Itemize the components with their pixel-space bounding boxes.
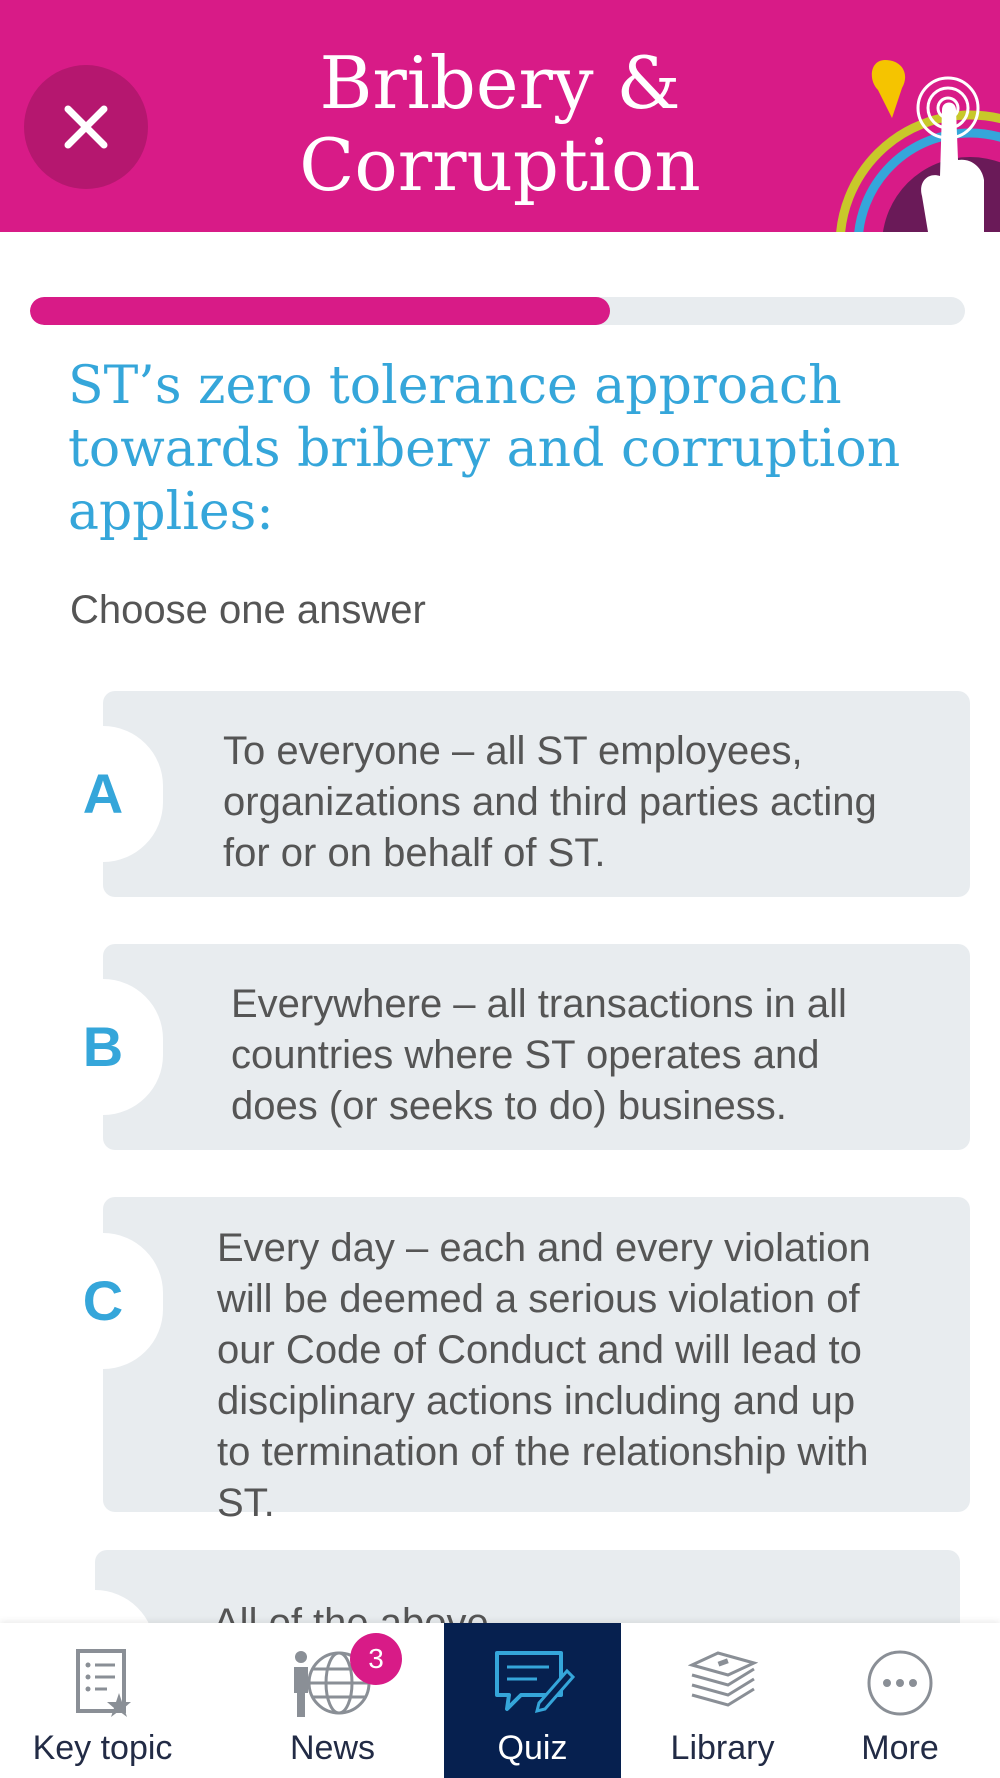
tab-label: News — [289, 1729, 376, 1767]
quiz-progress-bar — [30, 297, 965, 325]
question-text: ST’s zero tolerance approach towards bribery and corruption applies: — [68, 356, 901, 542]
tab-key-topic[interactable] — [0, 1623, 205, 1778]
bottom-tab-bar — [0, 1623, 1000, 1778]
answer-letter: B — [82, 1015, 124, 1078]
answer-text: Every day – each and every violation will be deemed a serious violation of our Code of Conduct and will lead to disciplinary actions including and up to termination of the relationship with ST. — [217, 1226, 871, 1525]
more-icon — [865, 1643, 935, 1723]
news-count-badge: 3 — [350, 1633, 402, 1685]
tab-label: Quiz — [497, 1729, 568, 1767]
instruction-text: Choose one answer — [70, 588, 426, 632]
books-icon — [688, 1643, 758, 1723]
answer-option-c[interactable] — [82, 1197, 970, 1525]
tab-label: Library — [670, 1729, 775, 1767]
answer-option-a[interactable] — [82, 691, 970, 897]
answer-text: Everywhere – all transactions in all countries where ST operates and does (or seeks to do) business. — [231, 982, 847, 1128]
answer-letter: A — [82, 762, 124, 825]
close-icon — [62, 103, 110, 151]
header-bar — [0, 0, 1000, 232]
tab-more[interactable] — [840, 1623, 960, 1778]
page-title — [200, 42, 800, 206]
document-star-icon — [73, 1643, 133, 1723]
close-button[interactable] — [24, 65, 148, 189]
tab-label: More — [861, 1729, 939, 1767]
tab-quiz[interactable] — [444, 1623, 621, 1778]
page-title-line1: Bribery & — [319, 41, 681, 125]
chat-pencil-icon — [491, 1643, 575, 1723]
answer-option-b[interactable] — [82, 944, 970, 1150]
tab-news[interactable] — [240, 1623, 425, 1778]
tab-label: Key topic — [32, 1729, 173, 1767]
tab-library[interactable] — [650, 1623, 795, 1778]
quiz-progress-fill — [30, 297, 610, 325]
answer-text: To everyone – all ST employees, organizations and third parties acting for or on behalf of ST. — [223, 729, 877, 875]
answer-letter: C — [82, 1269, 124, 1332]
page-title-line2: Corruption — [299, 123, 701, 207]
hand-touch-illustration-icon — [830, 0, 1000, 232]
